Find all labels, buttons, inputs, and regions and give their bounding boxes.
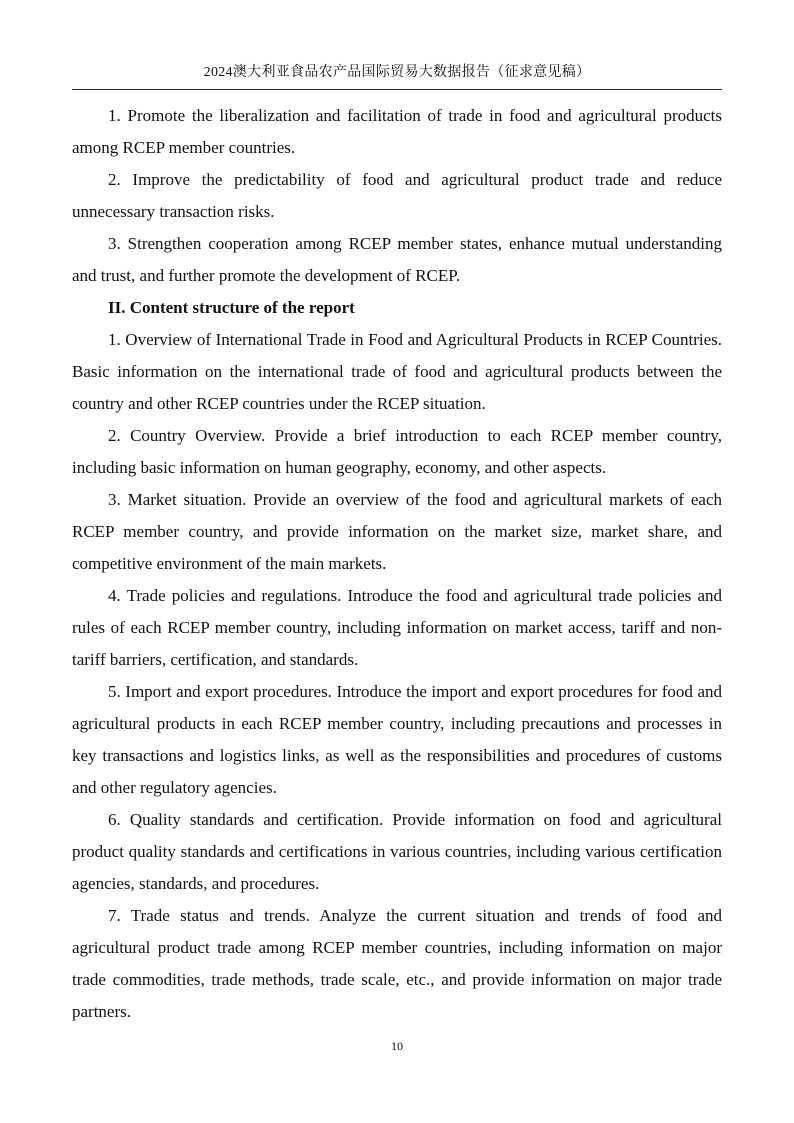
section-heading: II. Content structure of the report	[108, 298, 355, 317]
paragraph-goal-2: 2. Improve the predictability of food and agricultural product trade and reduce unnecessary transaction risks.	[72, 170, 722, 221]
paragraph-structure-7: 7. Trade status and trends. Analyze the current situation and trends of food and agricultural product trade among RCEP member countries, including information on major trade commodities, trade methods, trade scale, etc., and provide information on major trade partners.	[72, 906, 722, 1021]
page-body	[72, 100, 722, 1028]
paragraph-structure-3: 3. Market situation. Provide an overview of the food and agricultural markets of each RCEP member country, and provide information on the market size, market share, and competitive environment of the main markets.	[72, 490, 722, 573]
running-header: 2024澳大利亚食品农产品国际贸易大数据报告（征求意见稿）	[203, 65, 591, 80]
page-number: 10	[391, 1039, 403, 1053]
paragraph-structure-6: 6. Quality standards and certification. Provide information on food and agricultural product quality standards and certifications in various countries, including various certification agencies, standards, and procedures.	[72, 810, 722, 893]
header-divider	[72, 89, 722, 90]
paragraph-structure-2: 2. Country Overview. Provide a brief introduction to each RCEP member country, including basic information on human geography, economy, and other aspects.	[72, 426, 722, 477]
paragraph-goal-1: 1. Promote the liberalization and facilitation of trade in food and agricultural products among RCEP member countries.	[72, 106, 722, 157]
paragraph-structure-4: 4. Trade policies and regulations. Introduce the food and agricultural trade policies and rules of each RCEP member country, including information on market access, tariff and non-tariff barriers, certification, and standards.	[72, 586, 722, 669]
paragraph-goal-3: 3. Strengthen cooperation among RCEP member states, enhance mutual understanding and trust, and further promote the development of RCEP.	[72, 234, 722, 285]
paragraph-structure-5: 5. Import and export procedures. Introduce the import and export procedures for food and agricultural products in each RCEP member country, including precautions and processes in key transactions and logistics links, as well as the responsibilities and procedures of customs and other regulatory agencies.	[72, 682, 722, 797]
paragraph-structure-1: 1. Overview of International Trade in Food and Agricultural Products in RCEP Countries. Basic information on the international trade of food and agricultural products between the country and other RCEP countries under the RCEP situation.	[72, 330, 722, 413]
